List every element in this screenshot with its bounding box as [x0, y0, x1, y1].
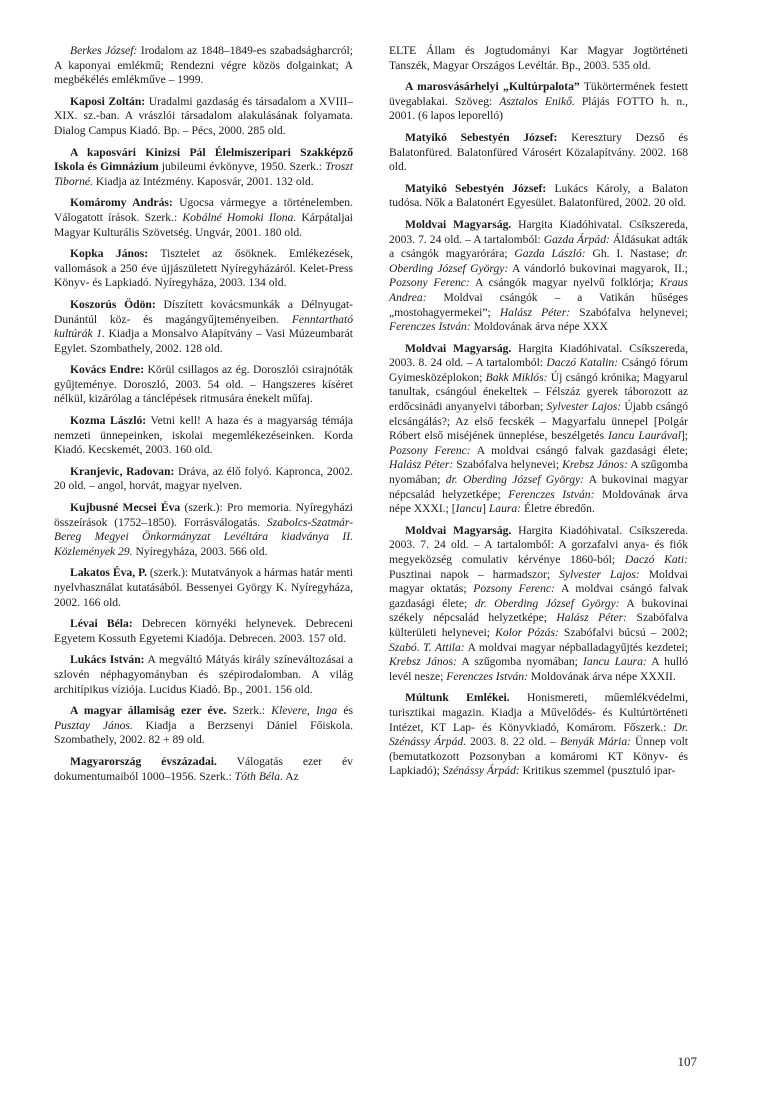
entry-text: Szabófalvi búcsú – 2002; — [558, 625, 688, 639]
bibliography-entry — [389, 218, 688, 335]
entry-author: Kopka János: — [70, 247, 149, 261]
entry-italic-text: Kraus Andrea: — [389, 276, 688, 304]
entry-text: Kiadja a Monsalvo Alapítvány – Vasi Múzeumbarát Egylet. Szombathely, 2002. 128 old. — [54, 327, 353, 355]
bibliography-entry — [389, 131, 688, 175]
bibliography-entry — [54, 247, 353, 291]
entry-text: Irodalom az 1848–1849-es szabadságharcról; A kaponyai emlékmű; Rendezni végre közös dolgainkat; A megbékélés emlékműve – 1999. — [54, 44, 354, 87]
entry-text: A moldvai csángó falvak gazdasági élete; — [389, 582, 688, 610]
entry-text: A csángók magyar nyelvű folklórja; — [469, 276, 660, 290]
entry-text: Moldvai csángók – a Vatikán hűséges „mostohagyermekei”; — [389, 290, 688, 319]
entry-text: A szűgomba nyomában; — [456, 655, 584, 669]
entry-text: A bukovinai székely népcsalád helyzetképe; — [389, 596, 688, 625]
entry-text: ] — [482, 502, 489, 516]
entry-text: Kiadja az Intézmény. Kaposvár, 2001. 132 old. — [92, 174, 314, 188]
bibliography-entry — [54, 755, 353, 784]
entry-author: Moldvai Magyarság. — [405, 523, 512, 537]
entry-author: Kozma László: — [70, 414, 147, 428]
entry-italic-text: Berkes József: — [70, 44, 138, 57]
entry-text: Ugocsa vármegye a történelemben. Válogatott írások. Szerk.: — [54, 196, 353, 224]
entry-text: Moldvai magyar oktatás; — [389, 567, 688, 596]
entry-author: Koszorús Ödön: — [70, 297, 156, 311]
entry-italic-text: Klevere, Inga — [271, 704, 338, 718]
entry-text: Ünnep volt (bemutatkozott Pozsonyban a komáromi KT Könyv- és Lapkiadó); — [389, 735, 689, 778]
entry-author: Kovács Endre: — [70, 363, 145, 377]
entry-text: Tisztelet az ősöknek. Emlékezések, vallomások a 250 éve újjászületett Nyíregyházáról. Kelet-Press Könyv- és Lapkiadó. Nyíregyháza, 2003. 134 old. — [54, 247, 353, 290]
entry-text: Moldovának árva népe XXXII. — [527, 669, 676, 683]
entry-italic-text: Szénássy Árpád: — [442, 764, 520, 778]
entry-italic-text: Tóth Béla. — [234, 769, 283, 783]
entry-text: A hulló levél nesze; — [389, 655, 688, 683]
entry-text: A vándorló bukovinai magyarok, II.; — [508, 261, 688, 275]
entry-text: Szabófalva helynevei; — [570, 305, 688, 319]
entry-text: Körül csillagos az ég. Doroszlói csirajnóták gyűjteménye. Doroszló, 2003. 54 old. – Hangszeres kíséret nélkül, kizárólag a tánclépések ritmusára énekelt műfaj. — [54, 363, 353, 406]
entry-text: Uradalmi gazdaság és társadalom a XVIII–XIX. sz.-ban. A vrászlói társadalom alakulásának folyamata. Dialog Campus Kiadó. Bp. – Pécs, 2000. 285 old. — [54, 94, 353, 137]
entry-italic-text: Ferenczes István: — [389, 320, 471, 334]
entry-italic-text: Pozsony Ferenc: — [389, 276, 470, 290]
entry-author: Matyikó Sebestyén József: — [405, 181, 547, 195]
entry-italic-text: Ferenczes István: — [446, 669, 528, 683]
entry-text: ]; — [680, 429, 689, 443]
bibliography-entry — [54, 566, 353, 610]
entry-text: A moldvai magyar népballadagyűjtés kezdetei; — [464, 640, 688, 654]
entry-italic-text: Gazda László: — [514, 247, 586, 261]
bibliography-entry — [54, 146, 353, 190]
entry-italic-text: Sylvester Lajos: — [559, 567, 640, 581]
entry-author: Moldvai Magyarság. — [405, 217, 512, 231]
entry-text: Kritikus szemmel (pusztuló ipar- — [519, 764, 676, 778]
entry-italic-text: Halász Péter: — [499, 305, 571, 319]
entry-author: Kaposi Zoltán: — [70, 94, 146, 108]
page-number: 107 — [677, 1054, 697, 1069]
entry-italic-text: Halász Péter: — [556, 611, 628, 625]
entry-italic-text: Halász Péter: — [389, 458, 454, 472]
entry-italic-text: Bakk Miklós: — [485, 370, 548, 384]
left-column — [54, 44, 353, 791]
entry-author: A marosvásárhelyi „Kultúrpalota” — [405, 80, 580, 94]
entry-italic-text: Pozsony Ferenc: — [473, 582, 555, 596]
bibliography-entry — [54, 653, 353, 697]
entry-text: Pusztinai napok – harmadszor; — [389, 567, 560, 581]
entry-author: Magyarország évszázadai. — [70, 754, 217, 768]
entry-italic-text: Iancu Laura: — [583, 655, 647, 669]
bibliography-entry — [389, 342, 688, 517]
entry-author: Komáromy András: — [70, 196, 173, 210]
entry-text: Hargita Kiadóhivatal. Csíkszereda, 2003. 8. 24 old. – A tartalomból: — [389, 341, 688, 370]
bibliography-entry — [54, 704, 353, 748]
bibliography-entry — [389, 524, 688, 685]
entry-author: Lukács István: — [70, 653, 145, 667]
entry-italic-text: Daczó Katalin: — [546, 356, 619, 370]
entry-text: Kárpátaljai Magyar Kulturális Szövetség. Ungvár, 2001. 180 old. — [54, 210, 353, 239]
entry-text: és — [337, 704, 354, 718]
entry-text: Gh. I. Nastase; — [585, 247, 677, 261]
entry-author: Lakatos Éva, P. — [70, 566, 147, 580]
entry-italic-text: Szabó. T. Attila: — [389, 640, 465, 654]
bibliography-entry — [389, 691, 688, 779]
bibliography-entry — [54, 617, 353, 646]
entry-italic-text: Iancu — [455, 502, 483, 516]
entry-text: Újabb csángó elcsángálás?; Az első fecskék – Magyarfalu ünnepel [Polgár Róbert első miséjének ünneplése, beszélgetés — [389, 400, 688, 443]
entry-author: Lévai Béla: — [70, 617, 133, 631]
bibliography-entry — [54, 196, 353, 240]
entry-text: Szerk.: — [226, 704, 272, 718]
bibliography-entry — [54, 44, 353, 88]
entry-text: Dráva, az élő folyó. Kapronca, 2002. 20 old. – angol, horvát, magyar nyelven. — [54, 464, 353, 493]
entry-text: Díszített kovácsmunkák a Délnyugat-Dunántúl köz- és magángyűjteményeiben. — [54, 297, 353, 326]
entry-author: Matyikó Sebestyén József: — [405, 130, 558, 144]
entry-text: ELTE Állam és Jogtudományi Kar Magyar Jogtörténeti Tanszék, Magyar Országos Levéltár. Bp., 2003. 535 old. — [389, 44, 688, 72]
entry-italic-text: Gazda Árpád: — [543, 232, 610, 246]
entry-text: Debrecen környéki helynevek. Debreceni Egyetem Kossuth Egyetemi Kiadója. Debrecen. 2003. 157 old. — [54, 617, 353, 645]
entry-italic-text: Troszt Tiborné. — [54, 160, 353, 188]
entry-text: Áldásukat adták a csángók magyarórára; — [389, 232, 688, 261]
entry-text: Nyíregyháza, 2003. 566 old. — [132, 544, 268, 558]
bibliography-entry — [389, 44, 688, 73]
entry-italic-text: Szabolcs-Szatmár-Bereg Megyei Önkormányzat Levéltára kiadványa II. Közlemények 29. — [54, 515, 353, 558]
entry-text: Lukács Károly, a Balaton tudósa. Nők a Balatonért Egyesület. Balatonfüred, 2002. 20 old. — [389, 181, 688, 210]
entry-italic-text: Fenntartható kultúrák 1. — [54, 312, 353, 341]
entry-author: A kaposvári Kinizsi Pál Élelmiszeripari Szakképző Iskola és Gimnázium — [54, 145, 353, 174]
bibliography-entry — [389, 182, 688, 211]
entry-author: Kranjevic, Radovan: — [70, 464, 175, 478]
entry-italic-text: Dr. Szénássy Árpád. — [389, 720, 688, 749]
entry-text: Szabófalva külterületi helynevei; — [389, 611, 689, 639]
right-column — [389, 44, 688, 786]
entry-text: Keresztury Dezső és Balatonfüred. Balatonfüred Városért Közalapítvány. 2002. 168 old. — [389, 130, 689, 174]
entry-italic-text: Iancu Laurával — [608, 429, 681, 443]
entry-italic-text: Kobálné Homoki Ilona. — [182, 210, 297, 224]
entry-italic-text: dr. Oberding József György: — [474, 596, 620, 610]
entry-italic-text: Ferenczes István: — [508, 487, 595, 501]
entry-italic-text: Krebsz János: — [562, 458, 628, 472]
entry-author: A magyar államiság ezer éve. — [70, 704, 227, 718]
entry-text: Életre ébredőn. — [521, 502, 595, 516]
entry-text: Moldovának árva népe XXX — [470, 320, 608, 334]
entry-text: Szabófalva helynevei; — [453, 458, 563, 472]
bibliography-entry — [54, 501, 353, 559]
entry-italic-text: Sylvester Lajos: — [546, 400, 622, 414]
entry-italic-text: Krebsz János: — [389, 655, 457, 669]
entry-text: Kiadja a Berzsenyi Dániel Főiskola. Szombathely, 2002. 82 + 89 old. — [54, 718, 353, 747]
bibliography-entry — [54, 414, 353, 458]
entry-text: (szerk.): Mutatványok a hármas határ menti nyelvhasználat kutatásából. Bessenyei György K. Nyíregyháza, 2002. 166 old. — [54, 566, 353, 609]
entry-text: (szerk.): Pro memoria. Nyíregyházi összeírások (1752–1850). Forrásválogatás. — [54, 501, 353, 529]
entry-text: Honismereti, műemlékvédelmi, turisztikai magazin. Kiadja a Művelődés- és Kultúrtörténeti Intézet, KT Lap- és Könyvkiadó, Komárom. Főszerk.: — [389, 691, 688, 734]
bibliography-entry — [54, 363, 353, 407]
entry-italic-text: Daczó Kati: — [624, 553, 688, 566]
entry-text: Új csángó krónika; Magyarul tanultak, csángóul énekeltek – Félszáz gyerek táborozott az erdőcsinádi anyanyelvi táborban; — [389, 370, 689, 414]
entry-text: Vetni kell! A haza és a magyarság témája nemzeti ünnepeinken, iskolai megemlékezéseinken. Korda Kiadó. Kecskemét, 2003. 160 old. — [54, 414, 353, 457]
entry-text: 2003. 8. 22 old. – — [466, 735, 561, 749]
entry-text: Plájás FOTTO h. n., 2001. (6 lapos leporelló) — [389, 94, 688, 123]
entry-italic-text: dr. Oberding József György: — [389, 247, 688, 275]
entry-italic-text: Asztalos Enikő. — [499, 94, 575, 108]
bibliography-entry — [54, 298, 353, 356]
entry-author: Moldvai Magyarság. — [405, 341, 512, 355]
entry-text: Hargita Kiadóhivatal. Csíkszereda. 2003. 7. 24 old. – A tartalomból: A gorzafalvi anya- és fiók megyeközség comulativ kérvénye 1860-ból; — [389, 523, 688, 566]
entry-italic-text: Pusztay János. — [54, 718, 133, 732]
entry-italic-text: dr. Oberding József György: — [445, 473, 585, 487]
entry-text: Az — [282, 769, 299, 783]
entry-text: A moldvai csángó falvak gazdasági élete; — [470, 443, 688, 457]
entry-italic-text: Pozsony Ferenc: — [389, 443, 471, 457]
entry-italic-text: Benyák Mária: — [560, 735, 632, 749]
entry-author: Múltunk Emlékei. — [405, 691, 510, 705]
bibliography-entry — [389, 80, 688, 124]
entry-text: A megváltó Mátyás király színeváltozásai a szlovén néphagyományban és szépirodalomban. A világ architípikus víziója. Lucidus Kiadó. Bp., 2001. 156 old. — [54, 653, 353, 696]
entry-italic-text: Kolor Pózás: — [495, 625, 559, 639]
entry-text: Moldovának árva népe XXXI.; [ — [389, 487, 688, 516]
entry-text: A szűgomba nyomában; — [389, 458, 689, 487]
entry-text: Tükörtermének festett üvegablakai. Szöveg: — [389, 80, 688, 108]
bibliography-entry — [54, 95, 353, 139]
entry-text: Csángó fórum Gyimesközéplokon; — [389, 356, 688, 384]
entry-text: Válogatás ezer év dokumentumaiból 1000–1956. Szerk.: — [54, 754, 353, 783]
entry-author: Kujbusné Mecsei Éva — [70, 501, 181, 515]
entry-text: A bukovinai magyar népcsalád helyzetképe; — [389, 473, 689, 501]
entry-italic-text: Laura: — [488, 502, 522, 516]
entry-text: jubileumi évkönyve, 1950. Szerk.: — [158, 160, 326, 174]
bibliography-entry — [54, 465, 353, 494]
entry-text: Hargita Kiadóhivatal. Csíkszereda, 2003. 7. 24 old. – A tartalomból: — [389, 217, 688, 246]
